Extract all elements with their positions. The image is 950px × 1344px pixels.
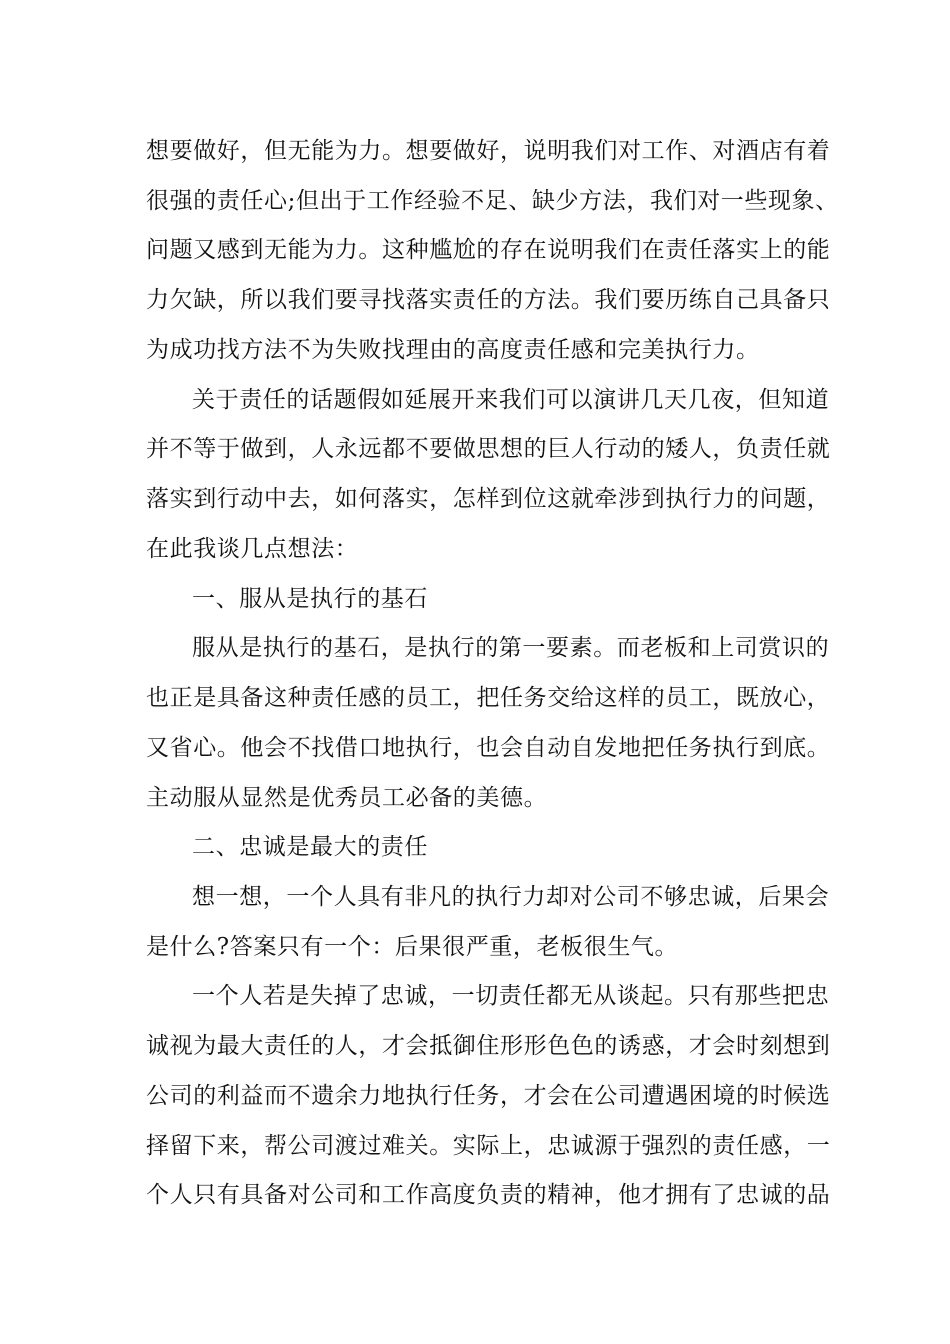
text-line: 并不等于做到，人永远都不要做思想的巨人行动的矮人，负责任就 <box>146 436 831 462</box>
paragraph-first-line: 想一想，一个人具有非凡的执行力却对公司不够忠诚，后果会 <box>192 884 830 910</box>
text-line: 力欠缺，所以我们要寻找落实责任的方法。我们要历练自己具备只 <box>146 287 831 313</box>
text-line: 想要做好，但无能为力。想要做好，说明我们对工作、对酒店有着 <box>146 138 831 164</box>
paragraph-first-line: 一个人若是失掉了忠诚，一切责任都无从谈起。只有那些把忠 <box>192 983 830 1009</box>
text-line: 公司的利益而不遗余力地执行任务，才会在公司遭遇困境的时候选 <box>146 1083 831 1109</box>
text-line: 是什么?答案只有一个：后果很严重，老板很生气。 <box>146 934 679 960</box>
text-line: 也正是具备这种责任感的员工，把任务交给这样的员工，既放心， <box>146 685 831 711</box>
text-line: 诚视为最大责任的人，才会抵御住形形色色的诱惑，才会时刻想到 <box>146 1033 831 1059</box>
paragraph-first-line: 关于责任的话题假如延展开来我们可以演讲几天几夜，但知道 <box>192 387 830 413</box>
section-heading: 一、服从是执行的基石 <box>192 586 428 612</box>
text-line: 在此我谈几点想法： <box>146 536 359 562</box>
text-line: 个人只有具备对公司和工作高度负责的精神，他才拥有了忠诚的品 <box>146 1182 831 1208</box>
text-line: 很强的责任心;但出于工作经验不足、缺少方法，我们对一些现象、 <box>146 188 839 214</box>
text-line: 又省心。他会不找借口地执行，也会自动自发地把任务执行到底。 <box>146 735 831 761</box>
text-line: 落实到行动中去，如何落实，怎样到位这就牵涉到执行力的问题， <box>146 486 831 512</box>
text-line: 择留下来，帮公司渡过难关。实际上，忠诚源于强烈的责任感，一 <box>146 1133 831 1159</box>
text-line: 主动服从显然是优秀员工必备的美德。 <box>146 785 548 811</box>
paragraph-first-line: 服从是执行的基石，是执行的第一要素。而老板和上司赏识的 <box>192 635 830 661</box>
section-heading: 二、忠诚是最大的责任 <box>192 834 428 860</box>
text-line: 问题又感到无能为力。这种尴尬的存在说明我们在责任落实上的能 <box>146 237 831 263</box>
text-line: 为成功找方法不为失败找理由的高度责任感和完美执行力。 <box>146 337 760 363</box>
